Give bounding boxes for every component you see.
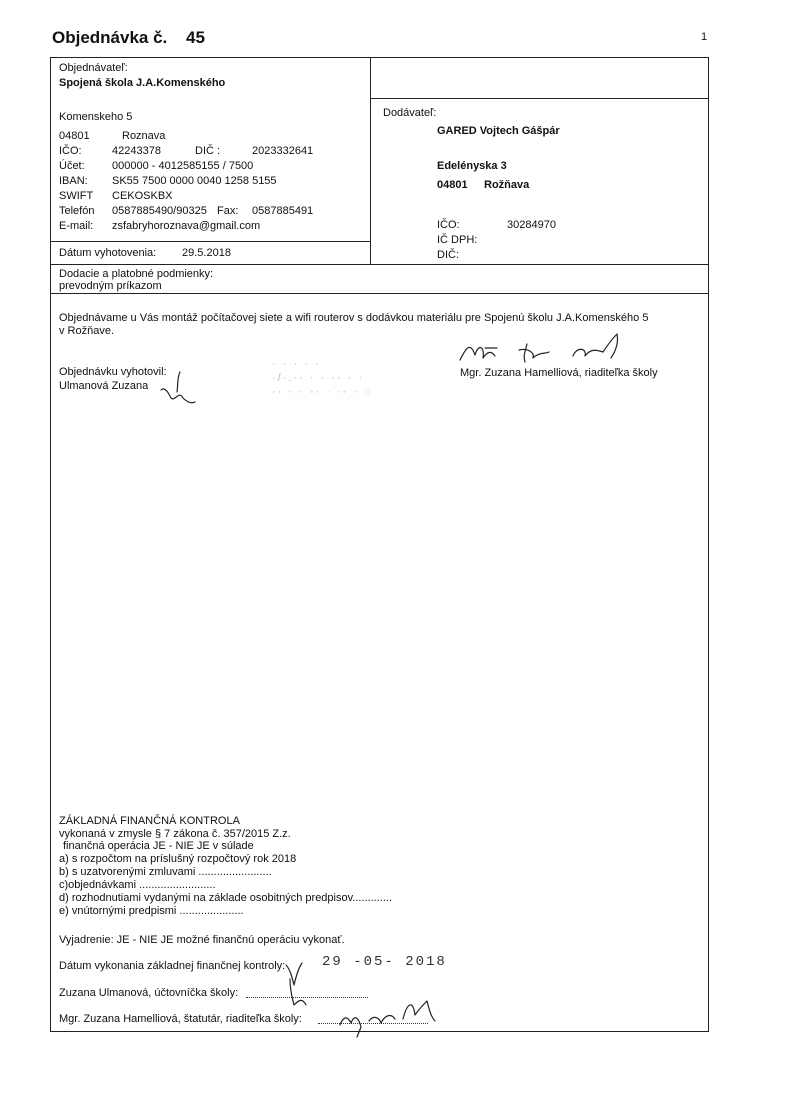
orderer-account-label: Účet: xyxy=(59,160,85,172)
issue-date: 29.5.2018 xyxy=(182,247,231,259)
control-item-d: d) rozhodnutiami vydanými na základe osobitných predpisov............. xyxy=(59,892,393,904)
order-text-line2: v Rožňave. xyxy=(59,325,115,337)
control-item-e: e) vnútornými predpismi ..................... xyxy=(59,905,244,917)
orderer-phone: 0587885490/90325 xyxy=(112,205,207,217)
control-line1: vykonaná v zmysle § 7 zákona č. 357/2015 Z.z. xyxy=(59,828,291,840)
orderer-street: Komenskeho 5 xyxy=(59,111,133,123)
orderer-phone-label: Telefón xyxy=(59,205,95,217)
control-line2: finančná operácia JE - NIE JE v súlade xyxy=(63,840,254,852)
supplier-icdph-label: IČ DPH: xyxy=(437,234,478,246)
divider-date-top xyxy=(50,241,371,242)
terms-value: prevodným príkazom xyxy=(59,280,162,292)
divider-vertical xyxy=(370,57,371,265)
supplier-street: Edelényska 3 xyxy=(437,160,507,172)
orderer-dic-label: DIČ : xyxy=(195,145,221,157)
orderer-iban-label: IBAN: xyxy=(59,175,88,187)
orderer-fax-label: Fax: xyxy=(217,205,239,217)
accountant-label: Zuzana Ulmanová, účtovníčka školy: xyxy=(59,987,239,999)
orderer-ico: 42243378 xyxy=(112,145,161,157)
document-title xyxy=(52,28,205,48)
orderer-heading: Objednávateľ: xyxy=(59,62,128,74)
control-item-c: c)objednávkami ......................... xyxy=(59,879,216,891)
title-label: Objednávka č. xyxy=(52,28,168,47)
accountant-signature xyxy=(280,975,320,1015)
faded-stamp: · · · · · ·/·.·· · · ·· · · ·· · · ·· · ·· · ◌ xyxy=(272,358,373,398)
statutory-signature xyxy=(335,995,445,1040)
supplier-zip: 04801 xyxy=(437,179,468,191)
divider-terms-bottom xyxy=(50,293,709,294)
order-number: 45 xyxy=(186,28,205,47)
control-item-a: a) s rozpočtom na príslušný rozpočtový rok 2018 xyxy=(59,853,297,865)
supplier-city: Rožňava xyxy=(484,179,530,191)
director-name: Mgr. Zuzana Hamelliová, riaditeľka školy xyxy=(460,367,658,379)
orderer-fax: 0587885491 xyxy=(252,205,314,217)
orderer-iban: SK55 7500 0000 0040 1258 5155 xyxy=(112,175,277,187)
divider-supplier-top xyxy=(370,98,709,99)
issuer-signature xyxy=(155,368,205,408)
control-item-b: b) s uzatvorenými zmluvami ........................ xyxy=(59,866,272,878)
orderer-dic: 2023332641 xyxy=(252,145,314,157)
control-statement: Vyjadrenie: JE - NIE JE možné finančnú operáciu vykonať. xyxy=(59,934,345,946)
order-text-line1: Objednávame u Vás montáž počítačovej siete a wifi routerov s dodávkou materiálu pre Spojenú školu J.A.Komenského 5 xyxy=(59,312,649,324)
supplier-name: GARED Vojtech Gášpár xyxy=(437,125,560,137)
director-signature xyxy=(455,330,645,370)
orderer-city: Roznava xyxy=(122,130,166,142)
supplier-dic-label: DIČ: xyxy=(437,249,459,261)
control-date-stamp: 29 -05- 2018 xyxy=(322,954,447,970)
issued-by-label: Objednávku vyhotovil: xyxy=(59,366,167,378)
orderer-email-label: E-mail: xyxy=(59,220,94,232)
supplier-ico: 30284970 xyxy=(507,219,556,231)
orderer-swift: CEKOSKBX xyxy=(112,190,173,202)
statutory-label: Mgr. Zuzana Hamelliová, štatutár, riaditeľka školy: xyxy=(59,1013,302,1025)
divider-terms-top xyxy=(50,264,709,265)
issued-by-name: Ulmanová Zuzana xyxy=(59,380,149,392)
orderer-zip: 04801 xyxy=(59,130,90,142)
terms-heading: Dodacie a platobné podmienky: xyxy=(59,268,214,280)
supplier-heading: Dodávateľ: xyxy=(383,107,437,119)
control-heading: ZÁKLADNÁ FINANČNÁ KONTROLA xyxy=(59,815,240,827)
orderer-swift-label: SWIFT xyxy=(59,190,94,202)
supplier-ico-label: IČO: xyxy=(437,219,460,231)
issue-date-label: Dátum vyhotovenia: xyxy=(59,247,157,259)
orderer-name: Spojená škola J.A.Komenského xyxy=(59,77,226,89)
page-number: 1 xyxy=(701,31,708,43)
control-date-label: Dátum vykonania základnej finančnej kontroly: xyxy=(59,960,286,972)
orderer-account: 000000 - 4012585155 / 7500 xyxy=(112,160,254,172)
orderer-email: zsfabryhoroznava@gmail.com xyxy=(112,220,261,232)
orderer-ico-label: IČO: xyxy=(59,145,82,157)
